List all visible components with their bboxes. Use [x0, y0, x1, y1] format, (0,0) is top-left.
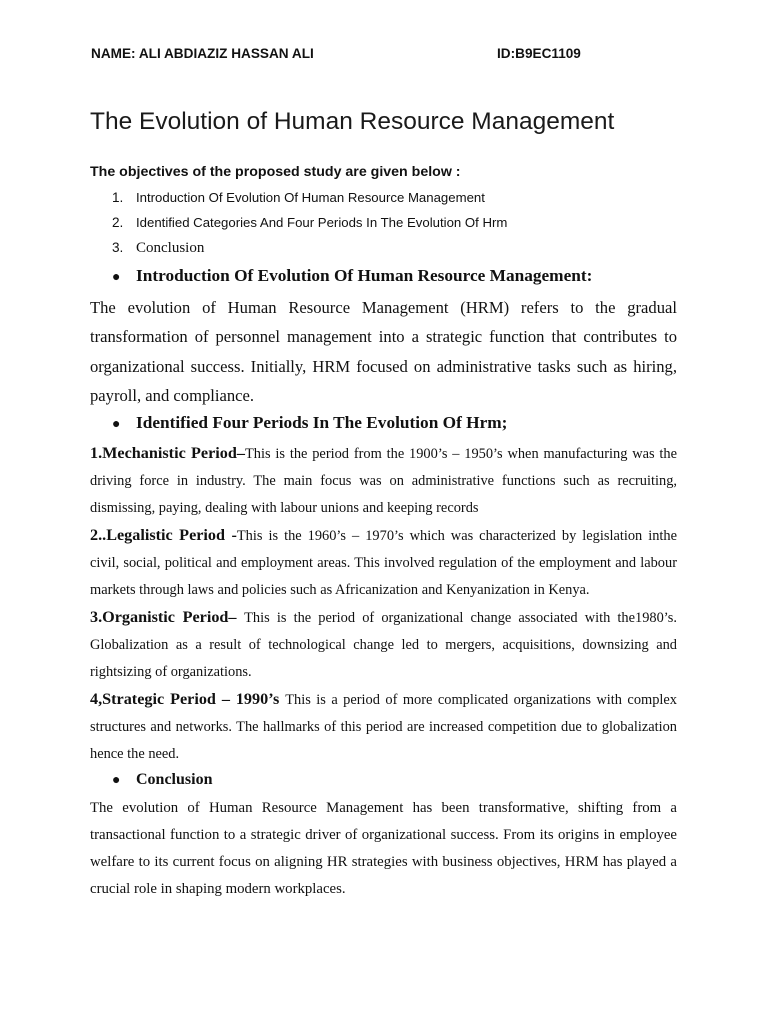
- list-item: [112, 188, 507, 213]
- period-lead: 4,Strategic Period – 1990’s: [90, 690, 286, 708]
- intro-heading-text: Introduction Of Evolution Of Human Resource Management:: [136, 266, 593, 285]
- list-number: 2.: [112, 215, 124, 230]
- student-id: ID:B9EC1109: [497, 46, 581, 61]
- list-number: 1.: [112, 190, 124, 205]
- period-paragraph-mechanistic: [90, 440, 677, 523]
- period-text: This is the period of organizational change associated with the1980’s. Globalization as a result of technological change led to mergers, acquisitions, downsizing and rightsizing of organizations.: [90, 610, 677, 681]
- bullet-icon: ●: [112, 773, 121, 788]
- period-paragraph-strategic: [90, 686, 677, 769]
- objectives-heading: The objectives of the proposed study are given below :: [90, 164, 461, 180]
- bullet-icon: ●: [112, 417, 121, 432]
- list-text: Identified Categories And Four Periods In The Evolution Of Hrm: [136, 215, 508, 230]
- period-lead: 1.Mechanistic Period–: [90, 444, 245, 462]
- period-paragraph-organistic: [90, 604, 677, 687]
- period-text: This is the period from the 1900’s – 1950’s when manufacturing was the driving force in industry. The main focus was on administrative functions such as recruiting, dismissing, paying, dealing with labour unions and keeping records: [90, 446, 678, 517]
- intro-heading: [112, 266, 592, 286]
- conclusion-heading-text: Conclusion: [136, 771, 213, 788]
- period-lead: 2..Legalistic Period -: [90, 526, 237, 544]
- list-item: [112, 213, 507, 238]
- intro-paragraph: The evolution of Human Resource Management (HRM) refers to the gradual transformation of personnel management into a strategic function that contributes to organizational success. Initially, HRM focused on administrative tasks such as hiring, payroll, and compliance.: [90, 298, 677, 405]
- list-text: Conclusion: [136, 240, 205, 256]
- document-title: The Evolution of Human Resource Management: [90, 108, 615, 135]
- period-lead: 3.Organistic Period–: [90, 608, 245, 626]
- periods-heading-text: Identified Four Periods In The Evolution Of Hrm;: [136, 413, 508, 432]
- objectives-list: [112, 188, 507, 263]
- bullet-icon: ●: [112, 270, 121, 285]
- list-item: [112, 238, 507, 263]
- conclusion-paragraph: The evolution of Human Resource Management has been transformative, shifting from a transactional function to a strategic driver of organizational success. From its origins in employee welfare to its current focus on aligning HR strategies with business objectives, HRM has played a crucial role in shaping modern workplaces.: [90, 800, 677, 897]
- conclusion-heading: [112, 771, 212, 789]
- list-text: Introduction Of Evolution Of Human Resource Management: [136, 190, 485, 205]
- periods-heading: [112, 413, 507, 433]
- period-text: This is the 1960’s – 1970’s which was characterized by legislation inthe civil, social, political and employment areas. This involved regulation of the employment and labour markets through laws and policies such as Africanization and Kenyanization in Kenya.: [90, 528, 677, 599]
- student-name: NAME: ALI ABDIAZIZ HASSAN ALI: [91, 46, 314, 61]
- period-paragraph-legalistic: [90, 522, 677, 605]
- list-number: 3.: [112, 240, 124, 255]
- period-text: This is a period of more complicated organizations with complex structures and networks. The hallmarks of this period are increased competition due to globalization hence the need.: [90, 692, 677, 763]
